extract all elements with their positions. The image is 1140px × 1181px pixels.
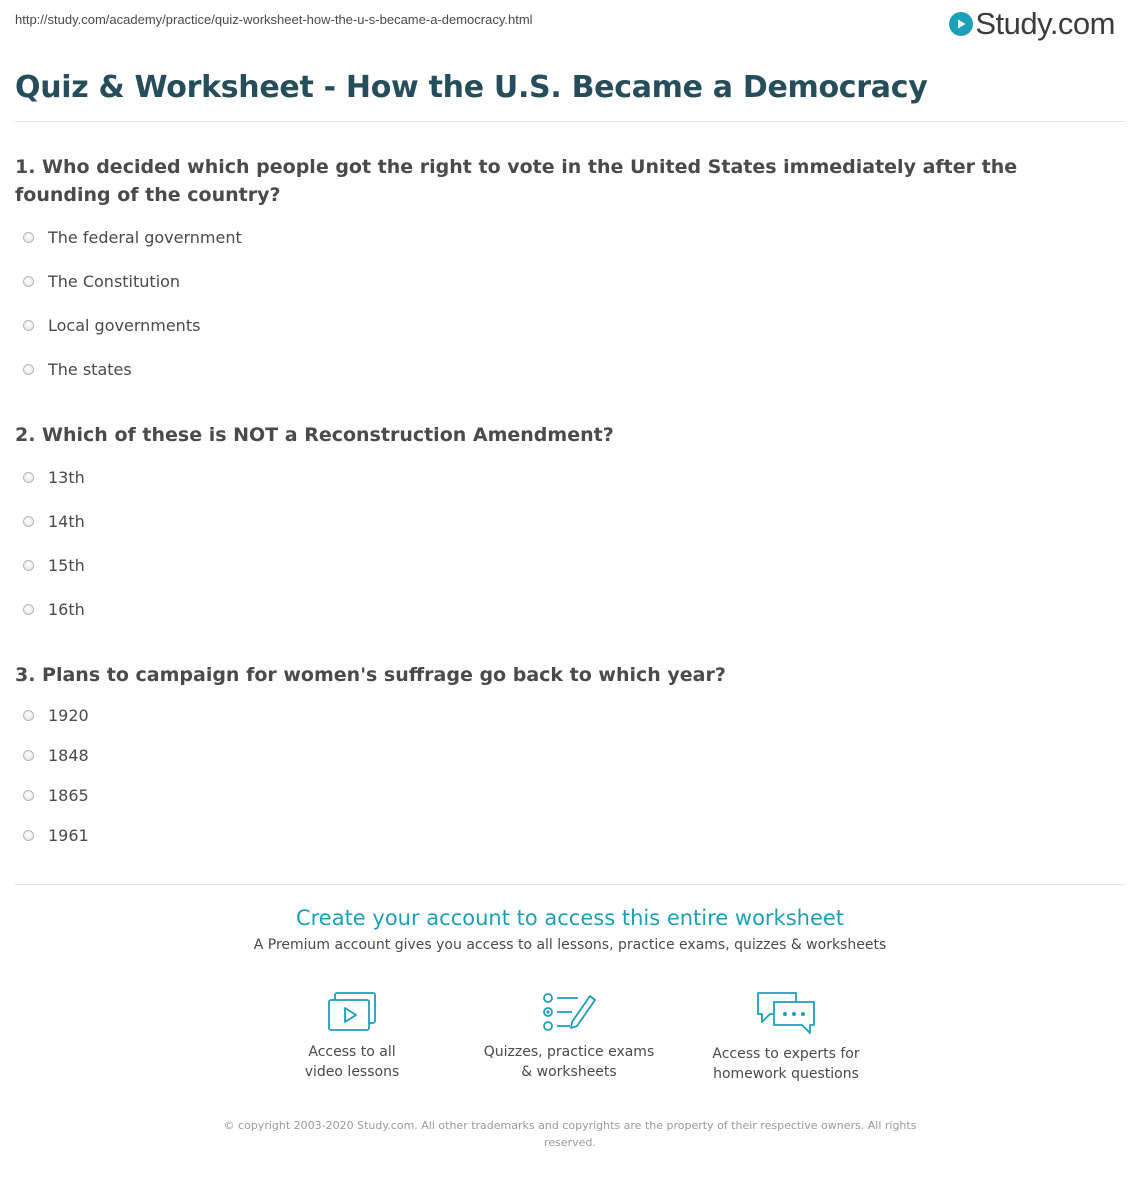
option-label: 1920 bbox=[48, 706, 89, 725]
option-label: 1865 bbox=[48, 786, 89, 805]
option-label: 15th bbox=[48, 556, 85, 575]
logo-wordmark: Study.com bbox=[975, 6, 1115, 41]
option-label: 13th bbox=[48, 468, 85, 487]
study-logo[interactable] bbox=[949, 6, 1115, 42]
radio-button-icon[interactable] bbox=[23, 750, 34, 761]
feature-label-line2: homework questions bbox=[713, 1066, 859, 1082]
option-label: Local governments bbox=[48, 316, 201, 335]
option-q2-c[interactable] bbox=[23, 556, 85, 575]
radio-button-icon[interactable] bbox=[23, 830, 34, 841]
question-1-text: 1. Who decided which people got the right to vote in the United States immediately after the founding of the country? bbox=[15, 156, 1018, 206]
feature-experts bbox=[686, 990, 886, 1084]
option-label: The federal government bbox=[48, 228, 242, 247]
option-q2-d[interactable] bbox=[23, 600, 85, 619]
feature-label-line2: video lessons bbox=[304, 1064, 400, 1080]
option-q1-c[interactable] bbox=[23, 316, 200, 335]
option-label: 1848 bbox=[48, 746, 89, 765]
option-label: The Constitution bbox=[48, 272, 181, 291]
option-q2-b[interactable] bbox=[23, 512, 85, 531]
question-3-text: 3. Plans to campaign for women's suffrage go back to which year? bbox=[15, 664, 726, 686]
option-q1-d[interactable] bbox=[23, 360, 132, 379]
question-2-text: 2. Which of these is NOT a Reconstruction Amendment? bbox=[15, 424, 614, 446]
option-label: 14th bbox=[48, 512, 85, 531]
radio-button-icon[interactable] bbox=[23, 710, 34, 721]
option-q3-d[interactable] bbox=[23, 826, 89, 845]
title-divider bbox=[15, 121, 1125, 122]
radio-button-icon[interactable] bbox=[23, 472, 34, 483]
section-divider bbox=[15, 884, 1125, 885]
radio-button-icon[interactable] bbox=[23, 232, 34, 243]
option-q3-c[interactable] bbox=[23, 786, 89, 805]
option-q3-b[interactable] bbox=[23, 746, 89, 765]
radio-button-icon[interactable] bbox=[23, 276, 34, 287]
radio-button-icon[interactable] bbox=[23, 364, 34, 375]
option-q3-a[interactable] bbox=[23, 706, 89, 725]
chat-bubbles-icon bbox=[754, 990, 818, 1036]
radio-button-icon[interactable] bbox=[23, 516, 34, 527]
video-lessons-icon bbox=[326, 990, 378, 1034]
radio-button-icon[interactable] bbox=[23, 560, 34, 571]
copyright-notice: © copyright 2003-2020 Study.com. All other trademarks and copyrights are the property of their respective owners. All rights reserved. bbox=[223, 1119, 917, 1149]
option-label: 1961 bbox=[48, 826, 89, 845]
feature-label-line1: Quizzes, practice exams bbox=[483, 1044, 655, 1060]
page-url: http://study.com/academy/practice/quiz-worksheet-how-the-u-s-became-a-democracy.html bbox=[15, 12, 533, 27]
option-label: 16th bbox=[48, 600, 85, 619]
radio-button-icon[interactable] bbox=[23, 604, 34, 615]
page-title: Quiz & Worksheet - How the U.S. Became a Democracy bbox=[15, 70, 928, 105]
radio-button-icon[interactable] bbox=[23, 790, 34, 801]
feature-quizzes bbox=[469, 990, 669, 1082]
option-q2-a[interactable] bbox=[23, 468, 85, 487]
feature-label-line1: Access to all bbox=[308, 1044, 396, 1060]
create-account-link[interactable]: Create your account to access this entire worksheet bbox=[295, 906, 845, 930]
play-logo-icon bbox=[949, 12, 973, 36]
radio-button-icon[interactable] bbox=[23, 320, 34, 331]
feature-label-line1: Access to experts for bbox=[712, 1046, 860, 1062]
feature-video-lessons bbox=[252, 990, 452, 1082]
option-q1-a[interactable] bbox=[23, 228, 242, 247]
feature-label-line2: & worksheets bbox=[521, 1064, 617, 1080]
quiz-checklist-icon bbox=[540, 990, 598, 1034]
premium-description: A Premium account gives you access to all lessons, practice exams, quizzes & worksheets bbox=[253, 937, 887, 953]
option-q1-b[interactable] bbox=[23, 272, 180, 291]
option-label: The states bbox=[48, 360, 132, 379]
